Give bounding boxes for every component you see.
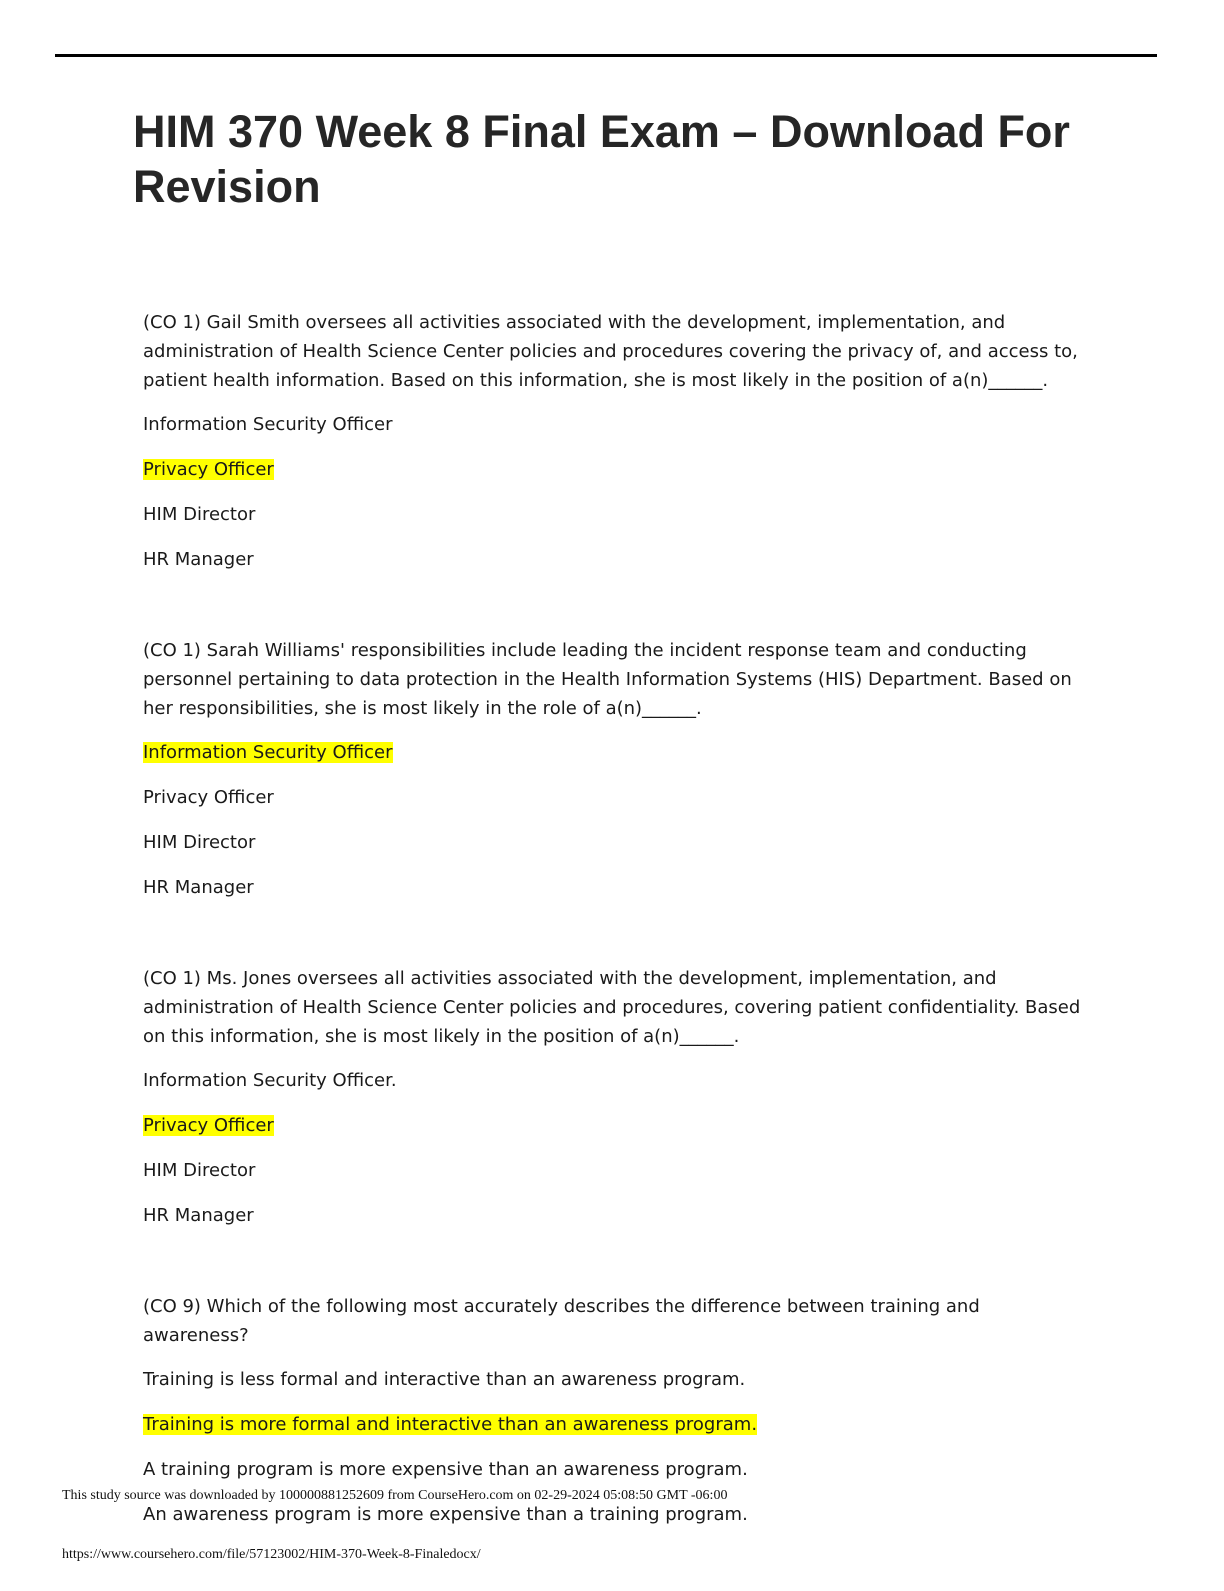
question-2-option-c: HIM Director bbox=[143, 832, 256, 853]
source-url[interactable]: https://www.coursehero.com/file/57123002/HIM-370-Week-8-Finaledocx/ bbox=[62, 1547, 481, 1562]
exam-content bbox=[143, 308, 1083, 1591]
question-3-option-a: Information Security Officer. bbox=[143, 1070, 397, 1091]
question-1-option-c: HIM Director bbox=[143, 504, 256, 525]
question-2-option-b: Privacy Officer bbox=[143, 787, 274, 808]
question-4-option-d: An awareness program is more expensive than a training program. bbox=[143, 1504, 748, 1525]
question-3-option-c: HIM Director bbox=[143, 1160, 256, 1181]
question-1 bbox=[143, 308, 1083, 575]
question-3 bbox=[143, 964, 1083, 1231]
question-1-text: (CO 1) Gail Smith oversees all activities associated with the development, implementation, and administration of Health Science Center policies and procedures covering the privacy of, and access to, patient health information. Based on this information, she is most likely in the position of a(n)______. bbox=[143, 312, 1078, 391]
question-3-option-b-correct: Privacy Officer bbox=[143, 1115, 274, 1136]
question-1-option-b-correct: Privacy Officer bbox=[143, 459, 274, 480]
question-3-option-d: HR Manager bbox=[143, 1205, 254, 1226]
question-3-text: (CO 1) Ms. Jones oversees all activities associated with the development, implementation, and administration of Health Science Center policies and procedures, covering patient confidentiality. Based on this information, she is most likely in the position of a(n)______. bbox=[143, 968, 1081, 1047]
question-1-option-d: HR Manager bbox=[143, 549, 254, 570]
document-title: HIM 370 Week 8 Final Exam – Download For Revision bbox=[133, 106, 1070, 212]
question-2 bbox=[143, 636, 1083, 903]
question-4-text: (CO 9) Which of the following most accurately describes the difference between training and awareness? bbox=[143, 1296, 980, 1346]
question-4-option-b-correct: Training is more formal and interactive than an awareness program. bbox=[143, 1414, 758, 1435]
question-2-option-a-correct: Information Security Officer bbox=[143, 742, 393, 763]
question-2-text: (CO 1) Sarah Williams' responsibilities include leading the incident response team and conducting personnel pertaining to data protection in the Health Information Systems (HIS) Department. Based on her responsibilities, she is most likely in the role of a(n)______. bbox=[143, 640, 1072, 719]
header-rule bbox=[55, 54, 1157, 57]
question-4-option-a: Training is less formal and interactive than an awareness program. bbox=[143, 1369, 746, 1390]
question-1-option-a: Information Security Officer bbox=[143, 414, 393, 435]
download-source-note: This study source was downloaded by 100000881252609 from CourseHero.com on 02-29-2024 05:08:50 GMT -06:00 bbox=[62, 1488, 728, 1503]
question-4-option-c: A training program is more expensive than an awareness program. bbox=[143, 1459, 748, 1480]
question-2-option-d: HR Manager bbox=[143, 877, 254, 898]
